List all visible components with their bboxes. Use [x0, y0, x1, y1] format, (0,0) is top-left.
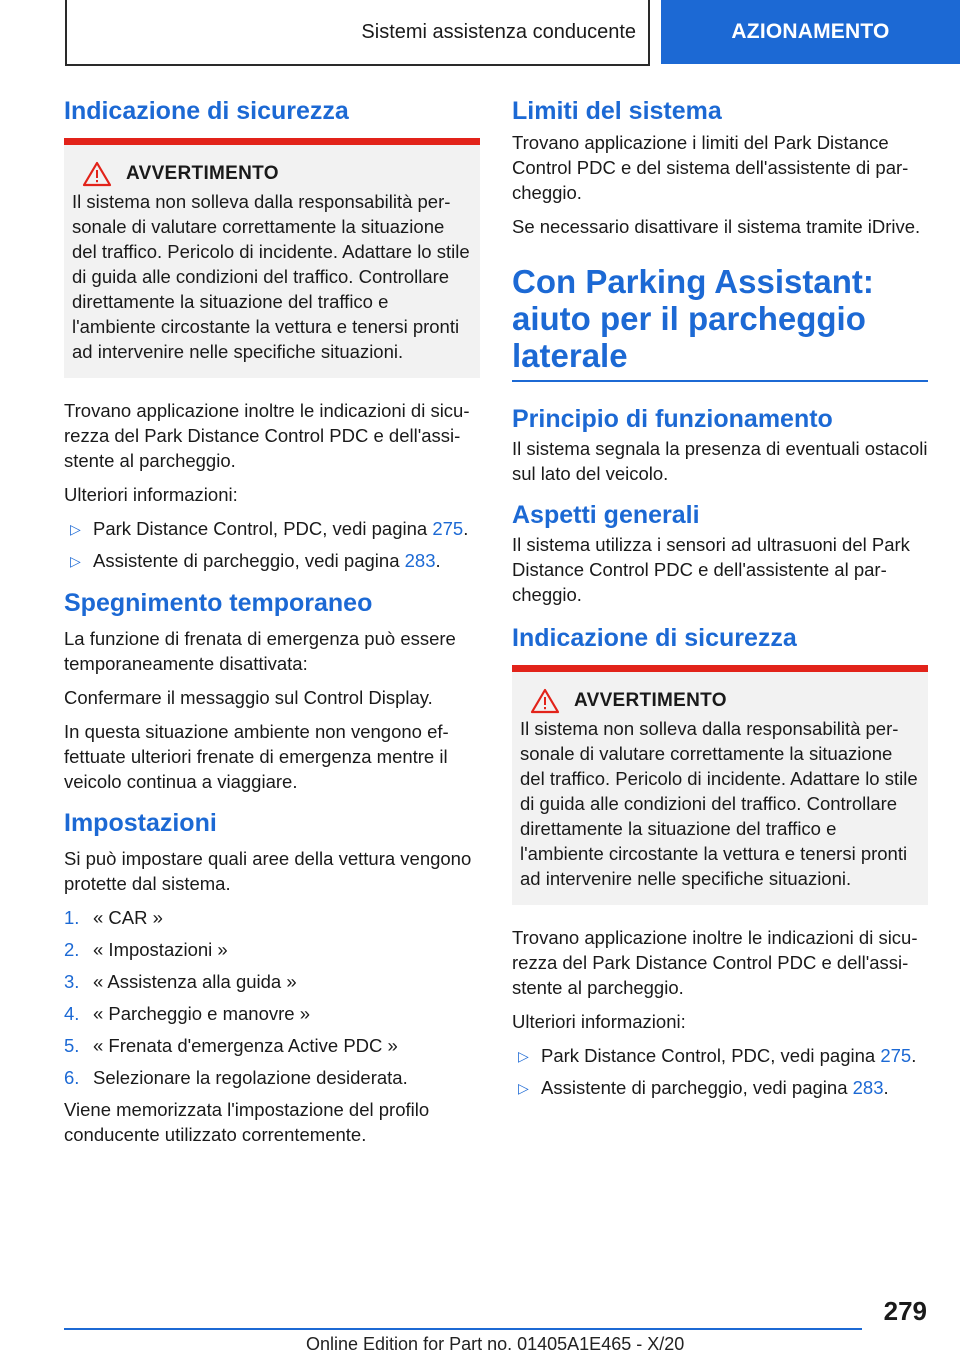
- warning-title: AVVERTIMENTO: [126, 163, 279, 184]
- header-chapter-badge: AZIONAMENTO: [661, 0, 960, 64]
- general-paragraph: Il sistema utilizza i sensori ad ultrasuoni del Park Distance Control PDC e dell'assistente al parcheggio.: [512, 534, 910, 605]
- temporary-off-paragraph: La funzione di frenata di emergenza può essere temporaneamente disattivata:: [64, 628, 456, 674]
- general-heading: Aspetti generali: [512, 501, 700, 529]
- footer-edition: Online Edition for Part no. 01405A1E465 - X/20: [306, 1334, 685, 1354]
- triangle-right-outline-icon: ▷: [70, 553, 81, 569]
- chapter-heading: Con Parking Assistant: aiuto per il parcheggio laterale: [512, 263, 874, 374]
- step-text: « Impostazioni »: [93, 939, 228, 960]
- reference-text: Assistente di parcheggio, vedi pagina 283.: [93, 550, 441, 571]
- step-item: [64, 1033, 480, 1058]
- page-link[interactable]: 275: [432, 518, 464, 539]
- warning-text: Il sistema non solleva dalla responsabilità personale di valutare correttamente la situazione del traffico. Pericolo di incidente. Adattare lo stile di guida alle condizioni del traffico. Controllare direttamente la situazione del traffico e l'ambiente circostante la vettura e tenersi pronti ad intervenire nelle specifiche situazioni.: [520, 718, 918, 889]
- safety-heading-left: Indicazione di sicurezza: [64, 97, 349, 125]
- warning-box-left: [64, 138, 480, 378]
- step-text: « Parcheggio e manovre »: [93, 1003, 310, 1024]
- reference-list: [512, 1043, 928, 1101]
- step-item: [64, 1065, 480, 1090]
- step-item: [64, 1001, 480, 1026]
- settings-paragraph: Si può impostare quali aree della vettura vengono protette dal sistema.: [64, 848, 472, 894]
- step-text: « Assistenza alla guida »: [93, 971, 297, 992]
- temporary-off-paragraph: In questa situazione ambiente non vengono effettuate ulteriori frenate di emergenza mentre il veicolo continua a viaggiare.: [64, 721, 449, 792]
- principle-paragraph: Il sistema segnala la presenza di eventuali ostacoli sul lato del veicolo.: [512, 438, 928, 484]
- left-column: [64, 96, 480, 1156]
- warning-triangle-icon: [530, 688, 560, 714]
- reference-item: [64, 548, 480, 574]
- more-info-label: Ulteriori informazioni:: [512, 1011, 686, 1032]
- principle-heading: Principio di funzionamento: [512, 405, 833, 433]
- chapter-heading-rule: [512, 380, 928, 382]
- triangle-right-outline-icon: ▷: [518, 1048, 529, 1064]
- warning-header: [72, 161, 472, 187]
- step-number: 3.: [64, 971, 80, 992]
- step-item: [64, 905, 480, 930]
- reference-text: Assistente di parcheggio, vedi pagina 283.: [541, 1077, 889, 1098]
- settings-steps: [64, 905, 480, 1090]
- limits-paragraph: Trovano applicazione i limiti del Park Distance Control PDC e del sistema dell'assistente di parcheggio.: [512, 132, 909, 203]
- reference-item: [512, 1043, 928, 1069]
- step-number: 6.: [64, 1067, 80, 1088]
- safety-paragraph: Trovano applicazione inoltre le indicazioni di sicurezza del Park Distance Control PDC e dell'assistente al parcheggio.: [512, 927, 918, 998]
- temporary-off-paragraph: Confermare il messaggio sul Control Display.: [64, 687, 433, 708]
- reference-item: [64, 516, 480, 542]
- step-text: « Frenata d'emergenza Active PDC »: [93, 1035, 398, 1056]
- warning-triangle-icon: [82, 161, 112, 187]
- step-text: Selezionare la regolazione desiderata.: [93, 1067, 408, 1088]
- settings-heading: Impostazioni: [64, 809, 217, 837]
- safety-heading-right: Indicazione di sicurezza: [512, 624, 797, 652]
- limits-heading: Limiti del sistema: [512, 97, 722, 125]
- temporary-off-heading: Spegnimento temporaneo: [64, 589, 373, 617]
- step-item: [64, 937, 480, 962]
- step-number: 1.: [64, 907, 80, 928]
- reference-list: [64, 516, 480, 574]
- triangle-right-outline-icon: ▷: [70, 521, 81, 537]
- safety-paragraph: Trovano applicazione inoltre le indicazioni di sicurezza del Park Distance Control PDC e dell'assistente al parcheggio.: [64, 400, 470, 471]
- reference-text: Park Distance Control, PDC, vedi pagina 275.: [93, 518, 469, 539]
- right-column: [512, 96, 928, 1107]
- step-number: 5.: [64, 1035, 80, 1056]
- page-link[interactable]: 283: [852, 1077, 884, 1098]
- page-number: 279: [883, 1296, 927, 1326]
- warning-text: Il sistema non solleva dalla responsabilità personale di valutare correttamente la situazione del traffico. Pericolo di incidente. Adattare lo stile di guida alle condizioni del traffico. Controllare direttamente la situazione del traffico e l'ambiente circostante la vettura e tenersi pronti ad intervenire nelle specifiche situazioni.: [72, 191, 470, 362]
- step-number: 2.: [64, 939, 80, 960]
- limits-paragraph: Se necessario disattivare il sistema tramite iDrive.: [512, 216, 921, 237]
- warning-header: [520, 688, 920, 714]
- step-text: « CAR »: [93, 907, 163, 928]
- step-number: 4.: [64, 1003, 80, 1024]
- page-link[interactable]: 275: [880, 1045, 912, 1066]
- reference-text: Park Distance Control, PDC, vedi pagina 275.: [541, 1045, 917, 1066]
- warning-title: AVVERTIMENTO: [574, 690, 727, 711]
- header-section-title: Sistemi assistenza conducente: [361, 20, 636, 43]
- settings-closing-paragraph: Viene memorizzata l'impostazione del profilo conducente utilizzato correntemente.: [64, 1099, 430, 1145]
- page-link[interactable]: 283: [404, 550, 436, 571]
- triangle-right-outline-icon: ▷: [518, 1080, 529, 1096]
- more-info-label: Ulteriori informazioni:: [64, 484, 238, 505]
- reference-item: [512, 1075, 928, 1101]
- footer-rule: [64, 1328, 862, 1330]
- step-item: [64, 969, 480, 994]
- warning-box-right: [512, 665, 928, 905]
